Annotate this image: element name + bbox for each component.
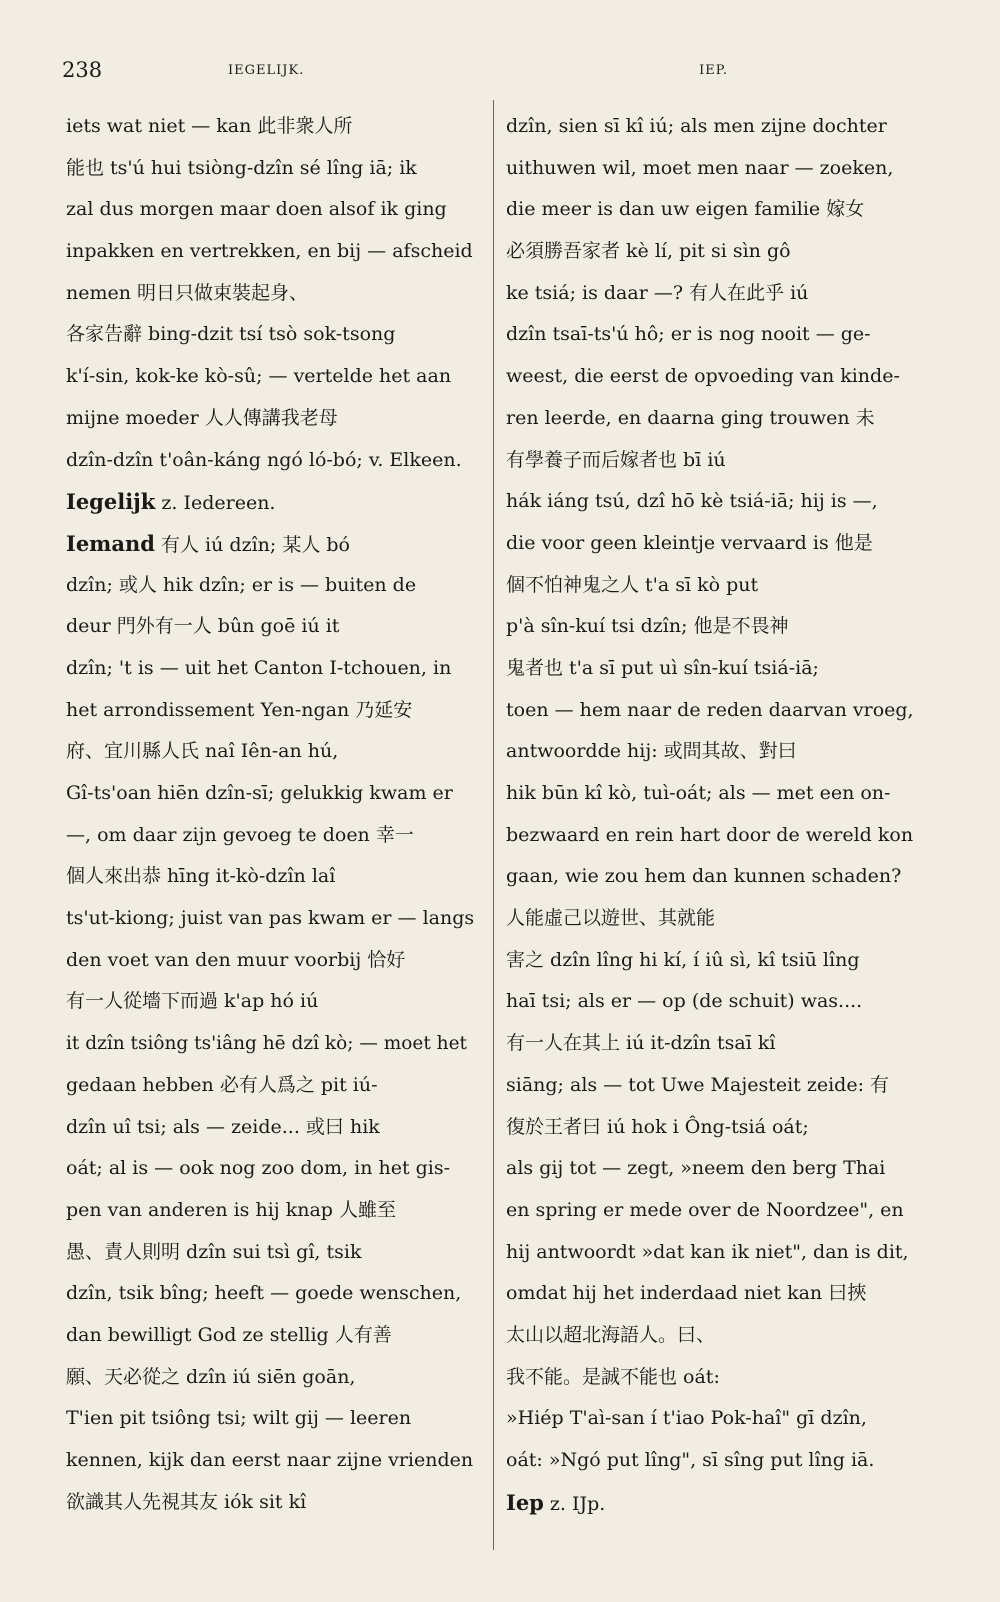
text-line: 我不能。是誠不能也 oát: [506,1365,720,1388]
text-line: »Hiép T'aì-san í t'iao Pok-haî" gī dzîn, [506,1407,867,1430]
text-line: kennen, kijk dan eerst naar zijne vrienden [66,1449,474,1471]
text-line: dzîn-dzîn t'oân-káng ngó ló-bó; v. Elkeen. [66,448,462,471]
text-line: dan bewilligt God ze stellig 人有善 [66,1323,392,1346]
text-line: 人能虛己以遊世、其就能 [506,907,716,930]
text-line: 鬼者也 t'a sī put uì sîn-kuí tsiá-iā; [506,656,819,679]
left-column [66,106,476,1523]
text-line: den voet van den muur voorbij 恰好 [66,948,406,971]
text-line: oát; al is — ook nog zoo dom, in het gis- [66,1157,451,1180]
text-line: siāng; als — tot Uwe Majesteit zeide: 有 [506,1073,890,1096]
text-line: 必須勝吾家者 kè lí, pit si sìn gô [506,240,791,263]
column-divider [493,100,494,1550]
text-line: bezwaard en rein hart door de wereld kon [506,823,914,846]
text-line: ren leerde, en daarna ging trouwen 未 [506,406,875,429]
text-line: 各家告辭 bing-dzit tsí tsò sok-tsong [66,323,396,346]
text-line: pen van anderen is hij knap 人雖至 [66,1198,396,1221]
text-line: het arrondissement Yen-ngan 乃延安 [66,698,413,721]
text-line: 個不怕神鬼之人 t'a sī kò put [506,573,759,596]
text-line: hák iáng tsú, dzî hō kè tsiá-iā; hij is —, [506,490,878,513]
text-line: mijne moeder 人人傳講我老母 [66,406,338,429]
text-line: weest, die eerst de opvoeding van kinde- [506,365,900,388]
text-line: —, om daar zijn gevoeg te doen 幸一 [66,823,414,846]
text-line: toen — hem naar de reden daarvan vroeg, [506,698,914,721]
text-line: als gij tot — zegt, »neem den berg Thai [506,1157,886,1180]
text-line: deur 門外有一人 bûn goē iú it [66,615,340,638]
text-line: 有一人在其上 iú it-dzîn tsaī kî [506,1032,776,1055]
text-line: inpakken en vertrekken, en bij — afscheid [66,240,473,263]
text-line: 有一人從墻下而過 k'ap hó iú [66,990,319,1013]
text-line: gaan, wie zou hem dan kunnen schaden? [506,865,902,888]
text-line: Iegelijk z. Iedereen. [66,489,276,515]
text-line: it dzîn tsiông ts'iâng hē dzî kò; — moet het [66,1033,467,1055]
text-line: 個人來出恭 hīng it-kò-dzîn laî [66,865,336,888]
text-line: hij antwoordt »dat kan ik niet", dan is dit, [506,1240,909,1263]
text-line: ts'ut-kiong; juist van pas kwam er — langs [66,907,475,930]
text-line: 府、宜川縣人氏 naî Iên-an hú, [66,740,339,763]
text-line: haī tsi; als er — op (de schuit) was.... [506,990,863,1013]
text-line: 願、天必從之 dzîn iú siēn goān, [66,1365,356,1388]
text-line: 有學養子而后嫁者也 bī iú [506,448,726,471]
text-line: dzîn; 或人 hik dzîn; er is — buiten de [66,573,417,596]
text-line: dzîn tsaī-ts'ú hô; er is nog nooit — ge- [506,323,871,346]
text-line: oát: »Ngó put lîng", sī sîng put lîng iā. [506,1449,875,1471]
text-line: iets wat niet — kan 此非衆人所 [66,115,353,137]
page-header [62,58,940,92]
text-line: antwoordde hij: 或問其故、對曰 [506,740,797,763]
text-line: dzîn, sien sī kî iú; als men zijne dochter [506,115,887,137]
text-line: dzîn, tsik bîng; heeft — goede wenschen, [66,1282,462,1305]
text-line: gedaan hebben 必有人爲之 pit iú- [66,1073,378,1096]
text-line: omdat hij het inderdaad niet kan 曰挾 [506,1282,867,1305]
text-line: die voor geen kleintje vervaard is 他是 [506,531,873,554]
text-line: 能也 ts'ú hui tsiòng-dzîn sé lîng iā; ik [66,156,417,179]
text-line: 欲識其人先視其友 iók sit kî [66,1490,307,1513]
text-line: 復於王者曰 iú hok i Ông-tsiá oát; [506,1115,809,1138]
text-line: ke tsiá; is daar —? 有人在此乎 iú [506,281,809,304]
text-line: dzîn uî tsi; als — zeide... 或曰 hik [66,1115,380,1138]
right-column [506,106,916,1523]
text-line: zal dus morgen maar doen alsof ik ging [66,198,447,221]
text-line: Gî-ts'oan hiēn dzîn-sī; gelukkig kwam er [66,782,453,804]
text-line: die meer is dan uw eigen familie 嫁女 [506,198,865,221]
text-line: Iemand 有人 iú dzîn; 某人 bó [66,530,350,556]
right-running-headword: IEP. [699,63,728,78]
page-number: 238 [62,58,103,82]
text-line: Iep z. IJp. [506,1489,606,1515]
text-line: 太山以超北海語人。曰、 [506,1323,716,1346]
text-line: 害之 dzîn lîng hi kí, í iû sì, kî tsiū lîng [506,948,860,971]
text-line: k'í-sin, kok-ke kò-sû; — vertelde het aan [66,365,452,388]
text-line: uithuwen wil, moet men naar — zoeken, [506,156,894,179]
text-line: dzîn; 't is — uit het Canton I-tchouen, in [66,656,452,679]
text-line: hik būn kî kò, tuì-oát; als — met een on- [506,782,891,804]
text-line: nemen 明日只做束裝起身、 [66,281,309,304]
text-line: en spring er mede over de Noordzee", en [506,1198,904,1221]
text-line: 愚、責人則明 dzîn sui tsì gî, tsik [66,1240,362,1263]
text-line: T'ien pit tsiông tsi; wilt gij — leeren [66,1407,412,1430]
left-running-headword: IEGELIJK. [228,63,305,78]
text-line: p'à sîn-kuí tsi dzîn; 他是不畏神 [506,615,789,638]
